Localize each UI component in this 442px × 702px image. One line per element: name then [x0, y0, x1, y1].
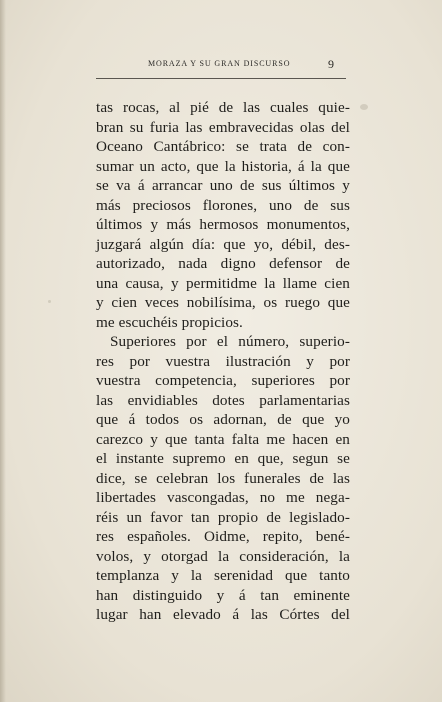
header-rule: [96, 78, 346, 79]
text-line: tas rocas, al pié de las cuales quie-: [96, 99, 350, 116]
page-number: 9: [328, 57, 334, 71]
text-line: el instante supremo en que, segun se: [96, 450, 350, 467]
text-line: Superiores por el número, superio-: [110, 333, 350, 350]
text-line: res por vuestra ilustración y por: [96, 352, 350, 370]
text-line: más preciosos florones, uno de sus: [96, 196, 350, 214]
page-header: [96, 57, 346, 77]
text-line: últimos y más hermosos monumentos,: [96, 216, 350, 233]
running-head: MORAZA Y SU GRAN DISCURSO: [148, 59, 291, 68]
text-line: me escuchéis propicios.: [96, 313, 243, 331]
text-line: carezco y que tanta falta me hacen en: [96, 430, 350, 448]
text-line: una causa, y permitidme la llame cien: [96, 274, 350, 292]
text-line: Oceano Cantábrico: se trata de con-: [96, 138, 350, 155]
text-line: autorizado, nada digno defensor de: [96, 255, 350, 272]
text-line: juzgará algún día: que yo, débil, des-: [96, 235, 350, 253]
text-line: que á todos os adornan, de que yo: [96, 411, 350, 428]
text-line: las envidiables dotes parlamentarias: [96, 391, 350, 409]
text-line: res españoles. Oidme, repito, bené-: [96, 528, 350, 545]
text-line: bran su furia las embravecidas olas del: [96, 118, 350, 136]
text-line: han distinguido y á tan eminente: [96, 586, 350, 604]
page-edge-shadow: [0, 0, 6, 702]
text-line: lugar han elevado á las Córtes del: [96, 606, 350, 623]
text-line: y cien veces nobilísima, os ruego que: [96, 294, 350, 311]
text-line: se va á arrancar uno de sus últimos y: [96, 177, 350, 194]
text-line: dice, se celebran los funerales de las: [96, 469, 350, 487]
paper-spot: [48, 300, 51, 303]
text-line: sumar un acto, que la historia, á la que: [96, 157, 350, 175]
text-line: templanza y la serenidad que tanto: [96, 567, 350, 584]
paper-spot: [360, 104, 368, 110]
body-text: [96, 98, 350, 625]
text-line: réis un favor tan propio de legislado-: [96, 508, 350, 526]
text-line: vuestra competencia, superiores por: [96, 372, 350, 389]
text-line: volos, y otorgad la consideración, la: [96, 547, 350, 565]
text-line: libertades vascongadas, no me nega-: [96, 489, 350, 506]
